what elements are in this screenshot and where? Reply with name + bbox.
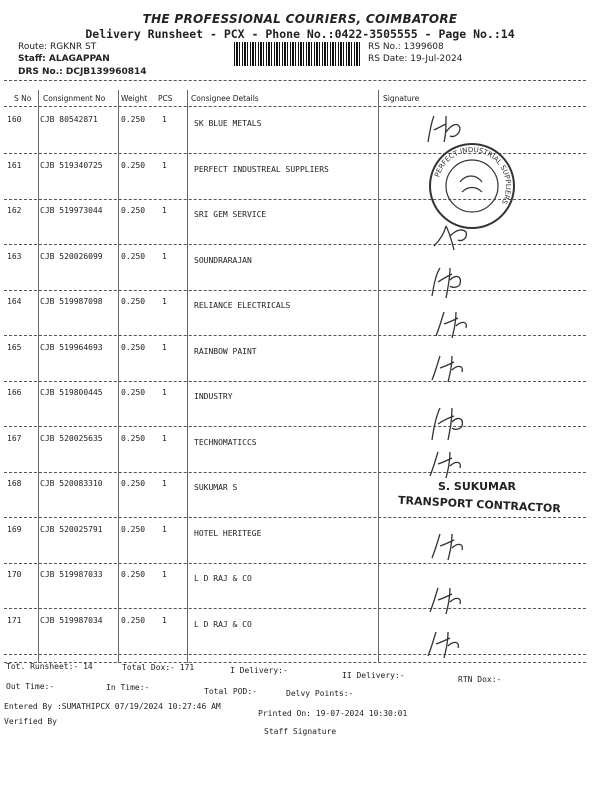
row-pcs: 1 bbox=[162, 251, 167, 261]
col-header-consignment: Consignment No bbox=[43, 94, 106, 103]
row-consignee: RAINBOW PAINT bbox=[194, 346, 257, 356]
rtn-dox: RTN Dox:- bbox=[458, 675, 502, 684]
row-consignment: CJB 519340725 bbox=[40, 160, 103, 170]
col-header-consignee: Consignee Details bbox=[191, 94, 259, 103]
column-line bbox=[118, 90, 119, 663]
row-divider bbox=[4, 517, 586, 518]
row-weight: 0.250 bbox=[121, 615, 146, 625]
row-sno: 169 bbox=[7, 524, 22, 534]
row-consignee: L D RAJ & CO bbox=[194, 574, 252, 583]
verified-by: Verified By bbox=[4, 717, 57, 726]
column-line bbox=[38, 90, 39, 663]
drs-number: DRS No.: DCJB139960814 bbox=[18, 67, 147, 77]
row-sno: 164 bbox=[7, 297, 22, 306]
row-weight: 0.250 bbox=[121, 206, 146, 215]
row-divider bbox=[4, 244, 586, 245]
row-pcs: 1 bbox=[162, 388, 167, 397]
row-consignee: SRI GEM SERVICE bbox=[194, 210, 267, 219]
row-sno: 163 bbox=[7, 251, 22, 261]
in-time: In Time:- bbox=[106, 683, 150, 692]
row-pcs: 1 bbox=[162, 479, 167, 488]
delvy-points: Delvy Points:- bbox=[286, 689, 354, 698]
row-pcs: 1 bbox=[162, 115, 167, 124]
total-pod: Total POD:- bbox=[204, 687, 257, 696]
handwritten-signature-167 bbox=[426, 448, 466, 482]
row-weight: 0.250 bbox=[121, 433, 146, 443]
handwritten-signature-169 bbox=[428, 530, 470, 564]
col-header-weight: Weight bbox=[121, 94, 148, 103]
row-consignee: HOTEL HERITEGE bbox=[194, 528, 262, 538]
row-sno: 166 bbox=[7, 388, 22, 397]
row-consignment: CJB 519987033 bbox=[40, 570, 103, 579]
col-header-sno: S No bbox=[14, 94, 32, 103]
row-weight: 0.250 bbox=[121, 570, 146, 579]
svg-text:PERFECT INDUSTRIAL SUPPLIERS: PERFECT INDUSTRIAL SUPPLIERS bbox=[433, 145, 513, 206]
ii-delivery: II Delivery:- bbox=[342, 671, 405, 680]
col-header-pcs: PCS bbox=[158, 94, 173, 103]
printed-on: Printed On: 19-07-2024 10:30:01 bbox=[258, 709, 408, 718]
i-delivery: I Delivery:- bbox=[230, 666, 288, 675]
staff-signature: Staff Signature bbox=[264, 727, 337, 736]
column-line bbox=[378, 90, 379, 663]
total-dox: Total Dox:- 171 bbox=[122, 663, 195, 672]
row-divider bbox=[4, 335, 586, 336]
rs-date: RS Date: 19-Jul-2024 bbox=[368, 54, 463, 64]
row-sno: 168 bbox=[7, 479, 22, 488]
row-weight: 0.250 bbox=[121, 115, 146, 124]
row-pcs: 1 bbox=[162, 433, 167, 443]
round-company-stamp bbox=[426, 140, 518, 232]
row-consignment: CJB 519964693 bbox=[40, 342, 103, 352]
barcode bbox=[234, 42, 362, 66]
handwritten-signature-170 bbox=[426, 584, 466, 618]
row-consignment: CJB 520083310 bbox=[40, 479, 103, 488]
handwritten-signature-165 bbox=[428, 352, 468, 386]
handwritten-signature-166 bbox=[426, 404, 466, 444]
row-weight: 0.250 bbox=[121, 160, 146, 170]
row-sno: 160 bbox=[7, 115, 22, 124]
row-weight: 0.250 bbox=[121, 388, 146, 397]
row-weight: 0.250 bbox=[121, 524, 146, 534]
row-divider bbox=[4, 608, 586, 609]
row-divider bbox=[4, 563, 586, 564]
row-consignee: SOUNDRARAJAN bbox=[194, 255, 252, 265]
row-consignment: CJB 519800445 bbox=[40, 388, 103, 397]
row-consignment: CJB 80542871 bbox=[40, 115, 98, 124]
row-divider bbox=[4, 290, 586, 291]
row-divider bbox=[4, 654, 586, 655]
row-pcs: 1 bbox=[162, 297, 167, 306]
row-sno: 167 bbox=[7, 433, 22, 443]
handwritten-signature-163 bbox=[426, 264, 466, 300]
row-sno: 171 bbox=[7, 615, 22, 625]
entered-by: Entered By :SUMATHIPCX 07/19/2024 10:27:46 AM bbox=[4, 702, 221, 711]
handwritten-signature-164 bbox=[432, 308, 472, 342]
stamp-name-line: S. SUKUMAR bbox=[438, 480, 516, 493]
row-pcs: 1 bbox=[162, 160, 167, 170]
col-header-signature: Signature bbox=[383, 94, 420, 103]
row-pcs: 1 bbox=[162, 615, 167, 625]
tot-runsheet: Tot. Runsheet:- 14 bbox=[6, 662, 93, 671]
row-pcs: 1 bbox=[162, 342, 167, 352]
row-consignment: CJB 519987034 bbox=[40, 615, 103, 625]
header-divider bbox=[4, 80, 586, 81]
row-consignee: INDUSTRY bbox=[194, 392, 233, 401]
row-sno: 161 bbox=[7, 160, 22, 170]
row-weight: 0.250 bbox=[121, 479, 146, 488]
row-sno: 165 bbox=[7, 342, 22, 352]
company-title: THE PROFESSIONAL COURIERS, COIMBATORE bbox=[142, 12, 458, 26]
row-sno: 170 bbox=[7, 570, 22, 579]
row-consignment: CJB 520025635 bbox=[40, 433, 103, 443]
row-weight: 0.250 bbox=[121, 251, 146, 261]
row-weight: 0.250 bbox=[121, 342, 146, 352]
row-pcs: 1 bbox=[162, 570, 167, 579]
row-sno: 162 bbox=[7, 206, 22, 215]
stamp-title-line: TRANSPORT CONTRACTOR bbox=[397, 493, 562, 516]
out-time: Out Time:- bbox=[6, 682, 55, 691]
runsheet-subtitle: Delivery Runsheet - PCX - Phone No.:0422-3505555 - Page No.:14 bbox=[85, 27, 515, 41]
row-weight: 0.250 bbox=[121, 297, 146, 306]
route-label: Route: RGKNR ST bbox=[18, 42, 97, 52]
table-header-divider bbox=[4, 106, 586, 107]
row-divider bbox=[4, 381, 586, 382]
row-consignee: SUKUMAR S bbox=[194, 483, 238, 492]
row-consignee: L D RAJ & CO bbox=[194, 619, 252, 629]
row-consignee: SK BLUE METALS bbox=[194, 119, 262, 128]
row-consignment: CJB 520025791 bbox=[40, 524, 103, 534]
row-consignee: RELIANCE ELECTRICALS bbox=[194, 301, 291, 310]
row-divider bbox=[4, 426, 586, 427]
row-pcs: 1 bbox=[162, 524, 167, 534]
row-divider bbox=[4, 472, 586, 473]
row-consignee: PERFECT INDUSTREAL SUPPLIERS bbox=[194, 164, 329, 174]
row-consignee: TECHNOMATICCS bbox=[194, 437, 257, 447]
rs-number: RS No.: 1399608 bbox=[368, 42, 444, 52]
row-consignment: CJB 520026099 bbox=[40, 251, 103, 261]
row-consignment: CJB 519987098 bbox=[40, 297, 103, 306]
column-line bbox=[187, 90, 188, 663]
staff-label: Staff: ALAGAPPAN bbox=[18, 54, 110, 64]
handwritten-signature-171 bbox=[424, 628, 466, 662]
row-consignment: CJB 519973044 bbox=[40, 206, 103, 215]
row-pcs: 1 bbox=[162, 206, 167, 215]
